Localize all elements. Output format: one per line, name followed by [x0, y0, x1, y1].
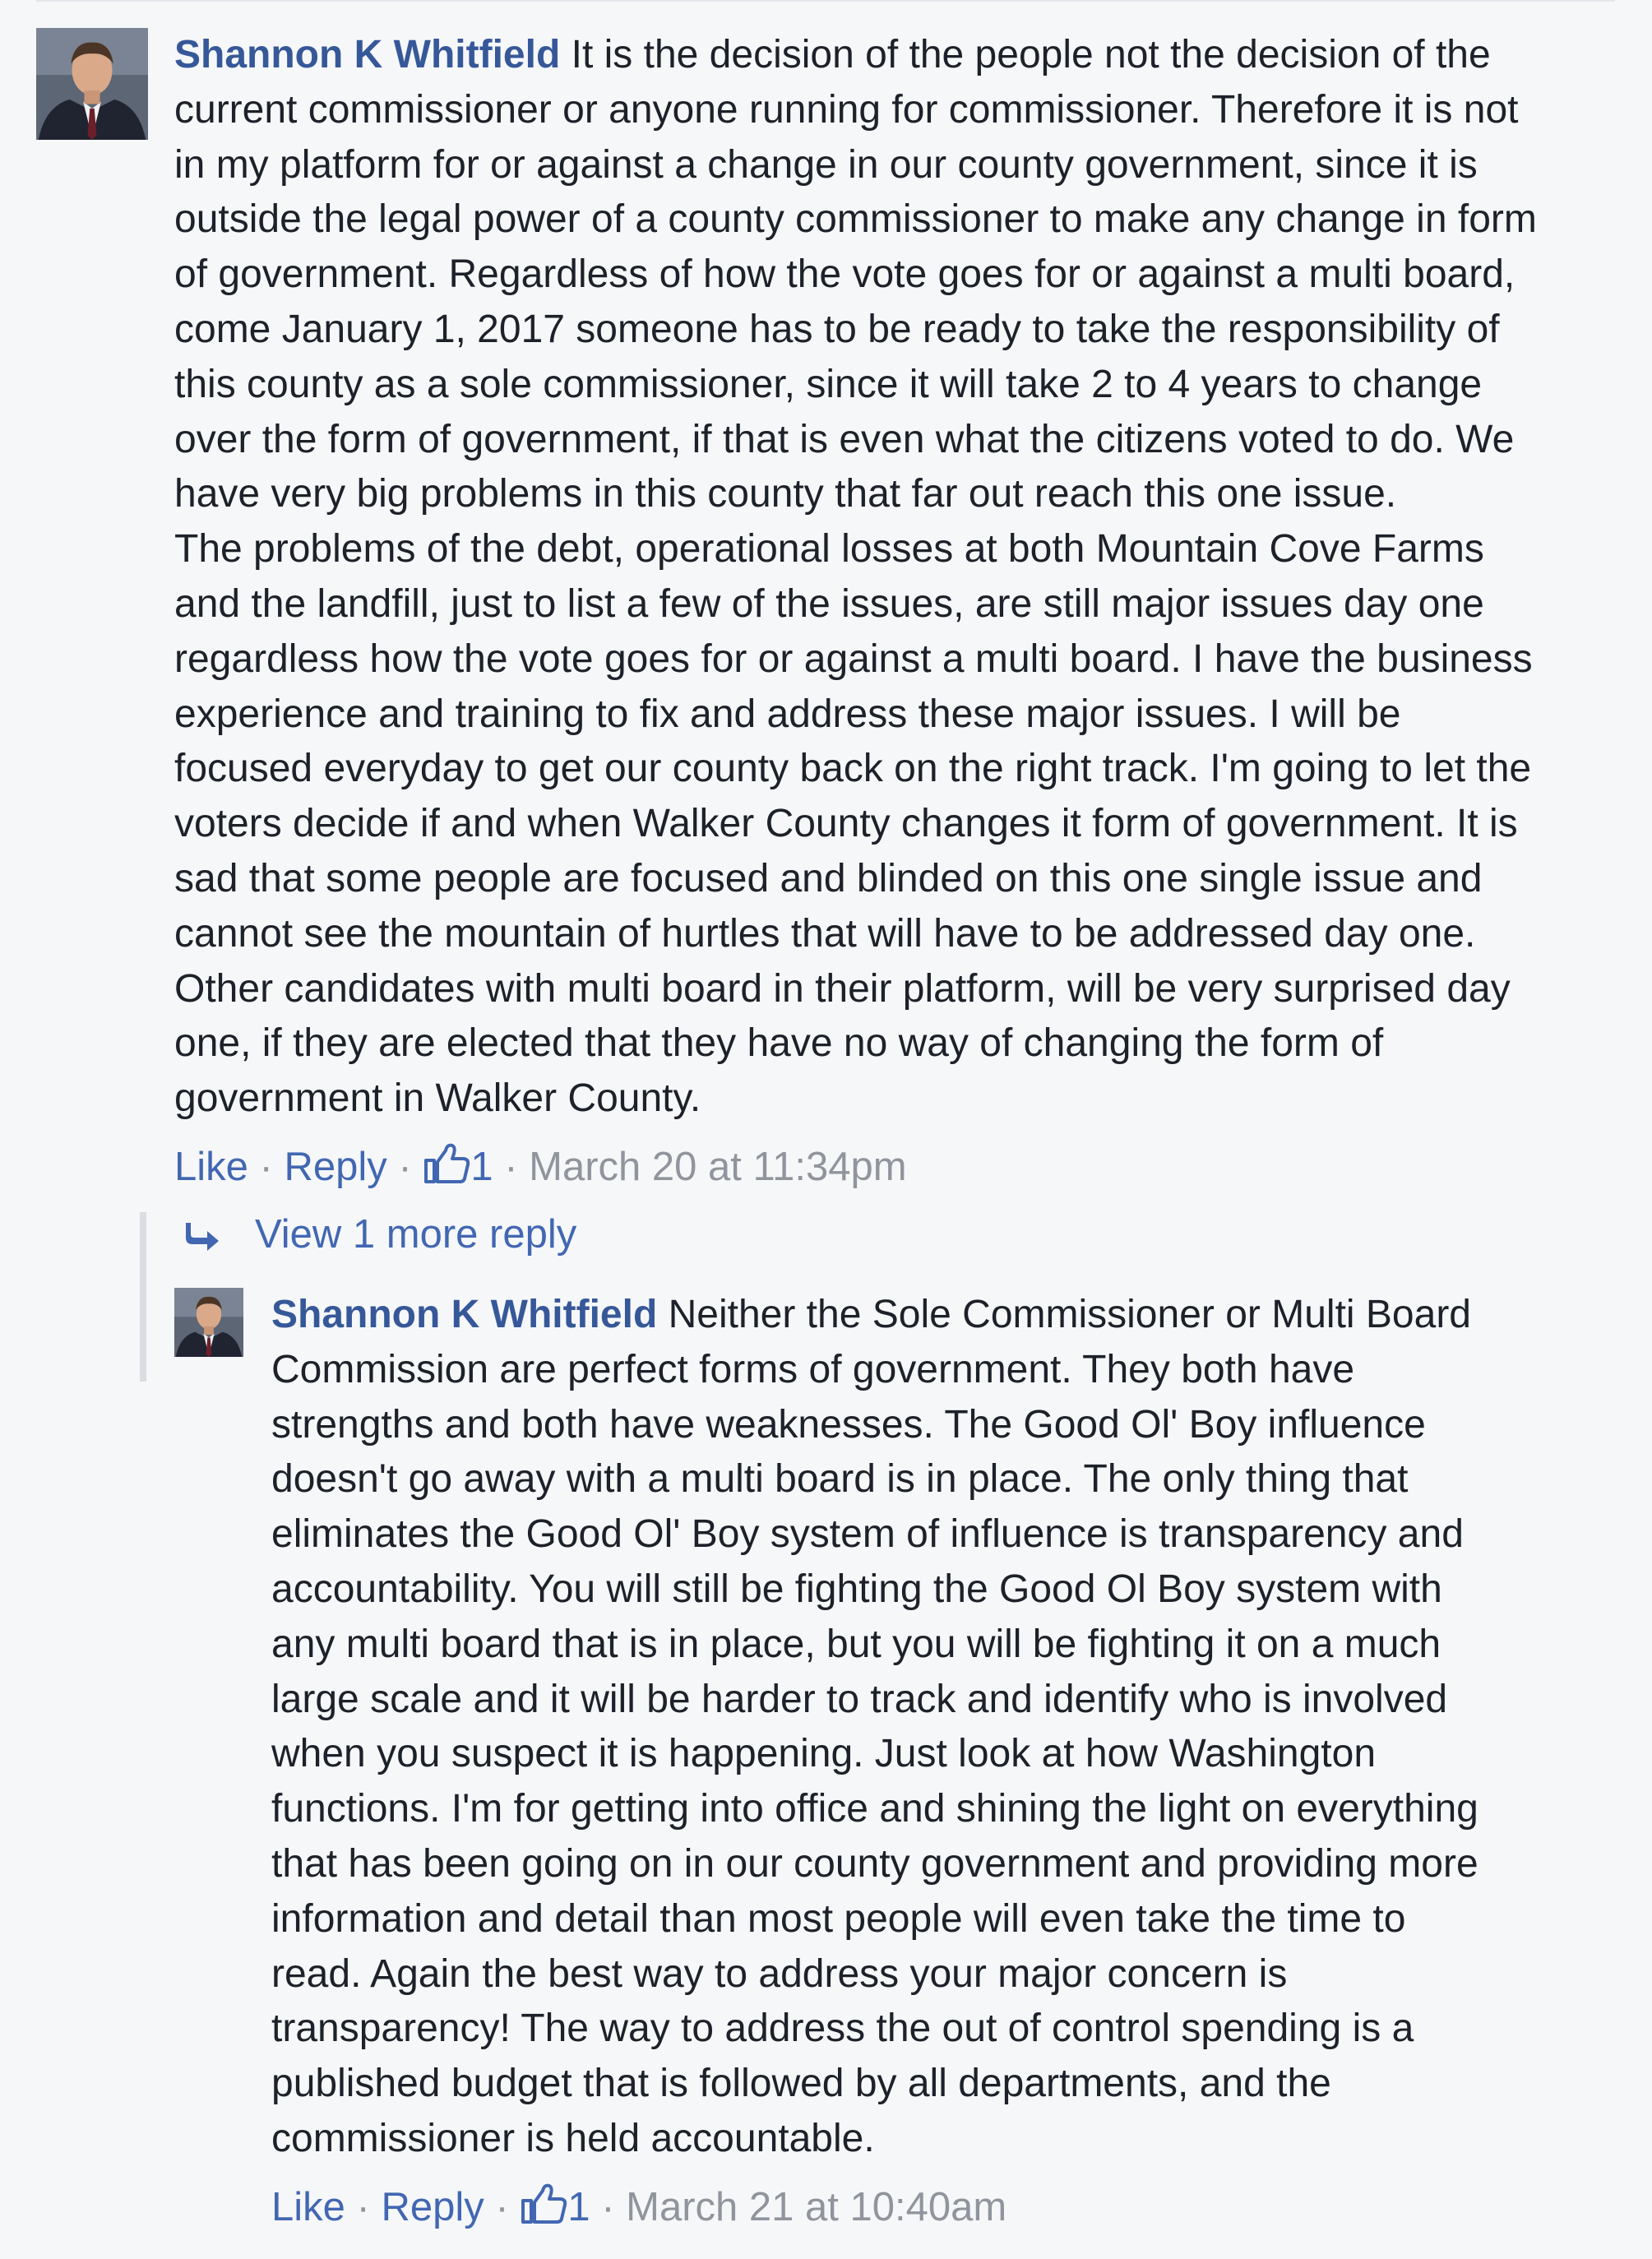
comment-line: Commission are perfect forms of government. They both have: [271, 1347, 1355, 1391]
comment-line: and the landfill, just to list a few of the issues, are still major issues day one: [174, 581, 1484, 626]
reply-arrow-icon: [183, 1218, 222, 1251]
top-divider: [36, 0, 1615, 2]
thumbs-up-icon: [520, 2183, 567, 2225]
separator: ·: [495, 2184, 509, 2229]
comment-line: one, if they are elected that they have no way of changing the form of: [174, 1021, 1384, 1066]
profile-photo-icon: [36, 28, 148, 140]
comment-line: functions. I'm for getting into office and shining the light on everything: [271, 1787, 1478, 1831]
comment-line: have very big problems in this county that far out reach this one issue.: [174, 472, 1397, 516]
comment-line: over the form of government, if that is even what the citizens voted to do. We: [174, 417, 1515, 461]
comment-line: come January 1, 2017 someone has to be ready to take the responsibility of: [174, 307, 1500, 351]
comment-actions: [271, 2178, 1620, 2236]
comment-line: It is the decision of the people not the decision of the: [571, 33, 1491, 76]
comment-line: read. Again the best way to address your major concern is: [271, 1951, 1288, 1996]
comment-line: doesn't go away with a multi board is in place. The only thing that: [271, 1457, 1409, 1502]
separator: ·: [259, 1144, 273, 1189]
comment-line: accountability. You will still be fighting the Good Ol Boy system with: [271, 1567, 1442, 1611]
thread-line: [140, 1212, 146, 1382]
author-name[interactable]: Shannon K Whitfield: [271, 1293, 658, 1336]
thumbs-up-icon: [423, 1142, 470, 1185]
comment-line: commissioner is held accountable.: [271, 2116, 875, 2160]
avatar[interactable]: [36, 28, 148, 140]
comment-line: Neither the Sole Commissioner or Multi Board: [668, 1293, 1471, 1336]
comment-line: regardless how the vote goes for or against a multi board. I have the business: [174, 637, 1533, 681]
comment-line: in my platform for or against a change in our county government, since it is: [174, 142, 1478, 187]
comment-line: voters decide if and when Walker County changes it form of government. It is: [174, 802, 1518, 846]
view-more-replies-link[interactable]: [183, 1206, 576, 1263]
separator: ·: [398, 1144, 412, 1189]
comment-text: [271, 1288, 1620, 2167]
comment-body: [174, 28, 1652, 1196]
like-link[interactable]: Like: [174, 1144, 248, 1189]
profile-photo-icon: [174, 1288, 243, 1357]
view-more-label: View 1 more reply: [255, 1212, 577, 1257]
comment-line: The problems of the debt, operational losses at both Mountain Cove Farms: [174, 527, 1484, 572]
comment-line: strengths and both have weaknesses. The Good Ol' Boy influence: [271, 1402, 1426, 1447]
separator: ·: [601, 2184, 615, 2229]
comment-text: [174, 28, 1652, 1127]
comment-line: focused everyday to get our county back on the right track. I'm going to let the: [174, 747, 1532, 791]
avatar[interactable]: [174, 1288, 243, 1357]
comment-line: when you suspect it is happening. Just look at how Washington: [271, 1732, 1377, 1776]
like-link[interactable]: Like: [271, 2184, 345, 2229]
comment-line: that has been going on in our county government and providing more: [271, 1841, 1478, 1886]
reply-link[interactable]: Reply: [381, 2184, 484, 2229]
comment-line: outside the legal power of a county commissioner to make any change in form: [174, 197, 1537, 242]
timestamp[interactable]: March 20 at 11:34pm: [529, 1144, 907, 1189]
comment-line: sad that some people are focused and blinded on this one single issue and: [174, 856, 1483, 900]
comment-line: cannot see the mountain of hurtles that will have to be addressed day one.: [174, 911, 1476, 956]
comment-line: large scale and it will be harder to track and identify who is involved: [271, 1677, 1448, 1721]
like-count: 1: [567, 2184, 590, 2229]
comment-line: eliminates the Good Ol' Boy system of influence is transparency and: [271, 1512, 1464, 1557]
comment-line: published budget that is followed by all departments, and the: [271, 2062, 1331, 2106]
separator: ·: [504, 1144, 518, 1189]
comment-line: experience and training to fix and address these major issues. I will be: [174, 692, 1401, 736]
comment-line: any multi board that is in place, but you will be fighting it on a much: [271, 1622, 1441, 1666]
comment-actions: [174, 1138, 1652, 1196]
separator: ·: [356, 2184, 370, 2229]
comment-line: Other candidates with multi board in their platform, will be very surprised day: [174, 966, 1511, 1011]
timestamp[interactable]: March 21 at 10:40am: [626, 2184, 1007, 2229]
reply-link[interactable]: Reply: [284, 1144, 387, 1189]
comment-line: this county as a sole commissioner, since it will take 2 to 4 years to change: [174, 362, 1483, 406]
like-count-button[interactable]: [423, 1145, 493, 1189]
comment-line: transparency! The way to address the out of control spending is a: [271, 2007, 1414, 2051]
comment-body: [271, 1288, 1620, 2236]
comment-line: government in Walker County.: [174, 1076, 701, 1121]
comment-line: of government. Regardless of how the vote goes for or against a multi board,: [174, 252, 1515, 297]
like-count-button[interactable]: [520, 2185, 590, 2229]
comment-line: information and detail than most people will even take the time to: [271, 1896, 1406, 1941]
comment-line: current commissioner or anyone running for commissioner. Therefore it is not: [174, 87, 1519, 132]
like-count: 1: [470, 1144, 493, 1189]
author-name[interactable]: Shannon K Whitfield: [174, 33, 561, 76]
